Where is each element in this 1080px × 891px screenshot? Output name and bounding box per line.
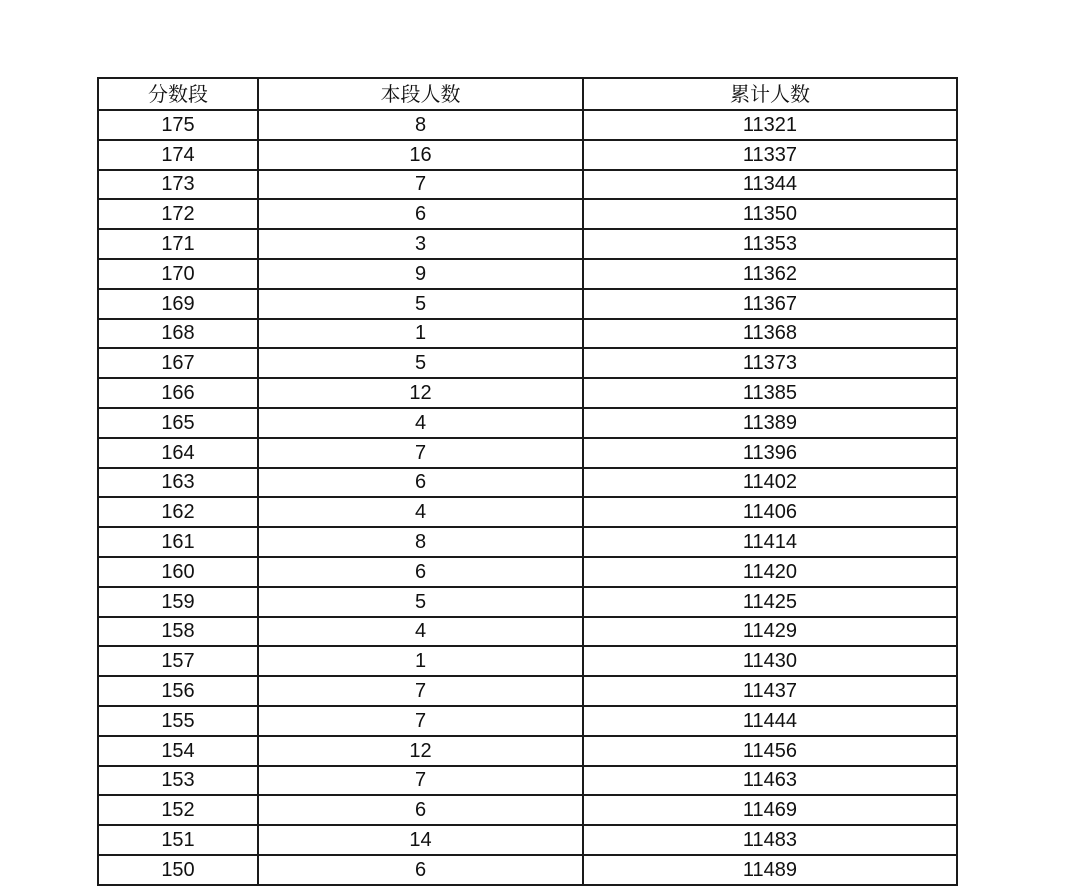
table-row: [98, 706, 957, 736]
table-row: [98, 140, 957, 170]
cell-score: 150: [98, 855, 258, 885]
table-body: [98, 110, 957, 885]
cell-score: 174: [98, 140, 258, 170]
table-row: [98, 199, 957, 229]
cell-band-count: 12: [258, 736, 583, 766]
header-cumulative-count: 累计人数: [583, 78, 957, 110]
table-row: [98, 468, 957, 498]
cell-band-count: 6: [258, 199, 583, 229]
cell-score: 163: [98, 468, 258, 498]
cell-cumulative-count: 11350: [583, 199, 957, 229]
table-row: [98, 170, 957, 200]
score-distribution-table: [97, 77, 958, 886]
score-distribution-sheet: [97, 77, 958, 886]
table-row: [98, 855, 957, 885]
cell-score: 158: [98, 617, 258, 647]
cell-score: 175: [98, 110, 258, 140]
cell-band-count: 7: [258, 170, 583, 200]
cell-cumulative-count: 11469: [583, 795, 957, 825]
cell-score: 155: [98, 706, 258, 736]
cell-score: 169: [98, 289, 258, 319]
table-row: [98, 617, 957, 647]
cell-score: 162: [98, 497, 258, 527]
cell-band-count: 6: [258, 795, 583, 825]
cell-cumulative-count: 11368: [583, 319, 957, 349]
cell-score: 168: [98, 319, 258, 349]
table-row: [98, 438, 957, 468]
cell-score: 173: [98, 170, 258, 200]
cell-band-count: 14: [258, 825, 583, 855]
cell-score: 171: [98, 229, 258, 259]
cell-score: 172: [98, 199, 258, 229]
table-row: [98, 676, 957, 706]
cell-cumulative-count: 11489: [583, 855, 957, 885]
header-score-band: 分数段: [98, 78, 258, 110]
table-row: [98, 557, 957, 587]
cell-cumulative-count: 11456: [583, 736, 957, 766]
cell-cumulative-count: 11353: [583, 229, 957, 259]
cell-band-count: 1: [258, 646, 583, 676]
cell-cumulative-count: 11396: [583, 438, 957, 468]
cell-band-count: 4: [258, 408, 583, 438]
table-row: [98, 736, 957, 766]
table-row: [98, 229, 957, 259]
cell-score: 151: [98, 825, 258, 855]
cell-band-count: 6: [258, 855, 583, 885]
table-row: [98, 825, 957, 855]
cell-band-count: 3: [258, 229, 583, 259]
cell-cumulative-count: 11420: [583, 557, 957, 587]
cell-cumulative-count: 11321: [583, 110, 957, 140]
table-row: [98, 527, 957, 557]
cell-band-count: 7: [258, 438, 583, 468]
cell-score: 157: [98, 646, 258, 676]
cell-score: 164: [98, 438, 258, 468]
table-row: [98, 289, 957, 319]
cell-cumulative-count: 11406: [583, 497, 957, 527]
cell-cumulative-count: 11367: [583, 289, 957, 319]
cell-cumulative-count: 11414: [583, 527, 957, 557]
cell-score: 166: [98, 378, 258, 408]
cell-band-count: 12: [258, 378, 583, 408]
cell-score: 154: [98, 736, 258, 766]
cell-cumulative-count: 11437: [583, 676, 957, 706]
cell-score: 170: [98, 259, 258, 289]
cell-score: 159: [98, 587, 258, 617]
table-row: [98, 110, 957, 140]
table-row: [98, 587, 957, 617]
cell-band-count: 7: [258, 706, 583, 736]
table-row: [98, 766, 957, 796]
cell-band-count: 4: [258, 617, 583, 647]
cell-score: 167: [98, 348, 258, 378]
table-row: [98, 378, 957, 408]
cell-score: 160: [98, 557, 258, 587]
cell-band-count: 16: [258, 140, 583, 170]
cell-cumulative-count: 11373: [583, 348, 957, 378]
cell-cumulative-count: 11463: [583, 766, 957, 796]
cell-band-count: 5: [258, 348, 583, 378]
cell-cumulative-count: 11444: [583, 706, 957, 736]
cell-band-count: 8: [258, 527, 583, 557]
cell-cumulative-count: 11430: [583, 646, 957, 676]
table-row: [98, 319, 957, 349]
cell-band-count: 7: [258, 766, 583, 796]
cell-score: 153: [98, 766, 258, 796]
cell-band-count: 6: [258, 557, 583, 587]
cell-score: 152: [98, 795, 258, 825]
cell-band-count: 7: [258, 676, 583, 706]
cell-cumulative-count: 11429: [583, 617, 957, 647]
header-row: [98, 78, 957, 110]
cell-cumulative-count: 11425: [583, 587, 957, 617]
cell-score: 156: [98, 676, 258, 706]
cell-band-count: 8: [258, 110, 583, 140]
table-row: [98, 646, 957, 676]
table-row: [98, 408, 957, 438]
table-row: [98, 259, 957, 289]
cell-cumulative-count: 11389: [583, 408, 957, 438]
cell-band-count: 9: [258, 259, 583, 289]
cell-band-count: 5: [258, 289, 583, 319]
cell-band-count: 6: [258, 468, 583, 498]
table-header: [98, 78, 957, 110]
cell-band-count: 5: [258, 587, 583, 617]
cell-cumulative-count: 11362: [583, 259, 957, 289]
cell-cumulative-count: 11483: [583, 825, 957, 855]
cell-cumulative-count: 11344: [583, 170, 957, 200]
table-row: [98, 497, 957, 527]
table-row: [98, 348, 957, 378]
header-band-count: 本段人数: [258, 78, 583, 110]
cell-score: 165: [98, 408, 258, 438]
table-row: [98, 795, 957, 825]
cell-score: 161: [98, 527, 258, 557]
cell-cumulative-count: 11402: [583, 468, 957, 498]
cell-band-count: 4: [258, 497, 583, 527]
cell-cumulative-count: 11337: [583, 140, 957, 170]
cell-cumulative-count: 11385: [583, 378, 957, 408]
cell-band-count: 1: [258, 319, 583, 349]
